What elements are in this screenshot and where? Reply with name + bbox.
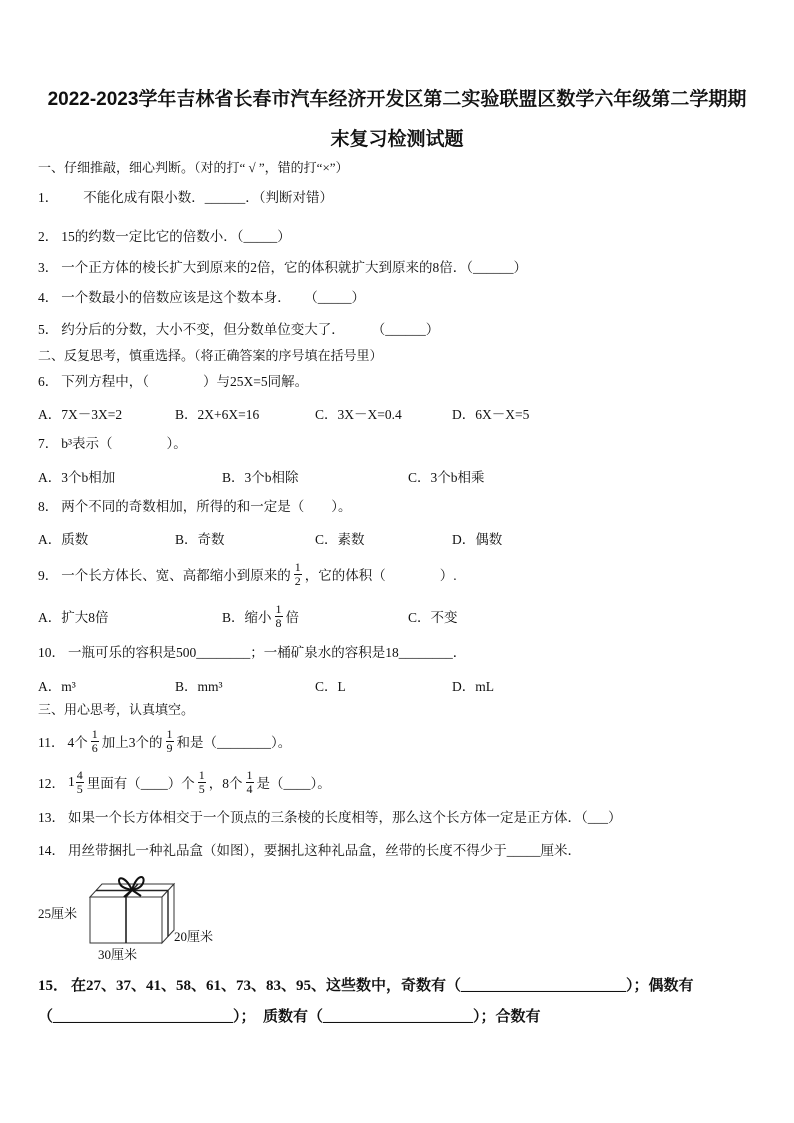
question-text-part-1: 4个 <box>67 735 88 750</box>
question-number: 12． <box>38 776 65 791</box>
option-a: A．扩大8倍 <box>38 610 109 625</box>
option-d: D．偶数 <box>452 532 503 547</box>
question-text: b³表示（ ）。 <box>61 436 187 451</box>
fraction-denominator: 5 <box>76 781 83 796</box>
question-9 <box>38 557 457 591</box>
question-text: 15的约数一定比它的倍数小．（_____） <box>61 229 291 244</box>
page-title-line-1: 2022-2023学年吉林省长春市汽车经济开发区第二实验联盟区数学六年级第二学期期 <box>47 89 747 110</box>
option-c: C．不变 <box>408 610 458 625</box>
section-1-heading: 一、仔细推敲，细心判断。（对的打“ √ ”，错的打“×”） <box>38 160 349 175</box>
option-a: A．质数 <box>38 532 89 547</box>
gift-box-figure <box>85 870 180 948</box>
question-text-after: ，它的体积（ ）. <box>304 568 457 583</box>
fraction-numerator: 1 <box>91 726 98 741</box>
fraction-denominator: 8 <box>275 615 282 630</box>
box-height-label: 25厘米 <box>38 906 78 921</box>
question-text: 不能化成有限小数．______．（判断对错） <box>83 190 333 205</box>
question-number: 3． <box>38 260 59 275</box>
option-d: D．mL <box>452 679 494 694</box>
fraction-numerator: 1 <box>166 726 173 741</box>
question-15-line-2: （________________________）； 质数有（____________________）；合数有 <box>38 1009 541 1025</box>
question-text: 两个不同的奇数相加，所得的和一定是（ ）。 <box>61 499 352 514</box>
mixed-number-whole: 1 <box>68 774 75 789</box>
question-number: 9． <box>38 568 59 583</box>
question-7 <box>38 435 187 453</box>
page-title-line-2: 末复习检测试题 <box>330 129 464 150</box>
option-b: B．奇数 <box>175 532 225 547</box>
section-2-heading: 二、反复思考，慎重选择。（将正确答案的序号填在括号里） <box>38 348 383 363</box>
question-text-part-2: 加上3个的 <box>101 735 163 750</box>
fraction-numerator: 1 <box>294 559 301 574</box>
fraction <box>246 769 254 796</box>
question-4 <box>38 289 365 307</box>
option-c: C．3个b相乘 <box>408 470 485 485</box>
question-10-options <box>0 676 794 694</box>
option-b: B．3个b相除 <box>222 470 299 485</box>
option-d: D．6X－X=5 <box>452 407 530 422</box>
fraction <box>76 769 84 796</box>
question-11 <box>38 724 291 758</box>
question-text: 一个正方体的棱长扩大到原来的2倍，它的体积就扩大到原来的8倍．（______） <box>61 260 527 275</box>
question-5 <box>38 321 439 339</box>
box-width-label: 20厘米 <box>174 929 214 944</box>
question-number: 1． <box>38 190 59 205</box>
option-b: B．mm³ <box>175 679 223 694</box>
question-6 <box>38 373 308 391</box>
question-9-options <box>0 599 794 633</box>
question-2 <box>38 228 291 246</box>
question-text: 如果一个长方体相交于一个顶点的三条棱的长度相等，那么这个长方体一定是正方体．（___） <box>68 810 622 825</box>
option-a: A．3个b相加 <box>38 470 116 485</box>
option-b-text-after: 倍 <box>285 610 300 625</box>
fraction-numerator: 1 <box>198 767 205 782</box>
question-7-options <box>0 467 794 485</box>
question-10 <box>38 644 466 662</box>
option-b-text-before: B．缩小 <box>222 610 272 625</box>
option-a: A．m³ <box>38 679 76 694</box>
question-14 <box>38 842 581 860</box>
question-number: 14． <box>38 843 65 858</box>
fraction-denominator: 6 <box>91 740 98 755</box>
question-number: 15． <box>38 978 69 994</box>
question-text-part-3: 和是（________）。 <box>176 735 292 750</box>
fraction-numerator: 1 <box>246 767 253 782</box>
question-13 <box>38 809 622 827</box>
option-c: C．素数 <box>315 532 365 547</box>
question-text-part-2: ，8个 <box>208 776 243 791</box>
option-b: B．2X+6X=16 <box>175 407 260 422</box>
question-6-options <box>0 404 794 422</box>
question-text: 一瓶可乐的容积是500________；一桶矿泉水的容积是18________． <box>68 645 467 660</box>
fraction <box>198 769 206 796</box>
question-number: 13． <box>38 810 65 825</box>
option-a: A．7X－3X=2 <box>38 407 123 422</box>
question-text-part-1: 里面有（____）个 <box>86 776 195 791</box>
fraction-numerator: 1 <box>275 601 282 616</box>
question-number: 2． <box>38 229 59 244</box>
fraction-denominator: 5 <box>198 781 205 796</box>
option-b <box>222 599 299 633</box>
question-text: 一个数最小的倍数应该是这个数本身． （_____） <box>61 290 365 305</box>
question-text-part-3: 是（____）。 <box>256 776 331 791</box>
question-text: 约分后的分数，大小不变，但分数单位变大了． （______） <box>61 322 440 337</box>
question-number: 11． <box>38 735 65 750</box>
question-text: 下列方程中，（ ）与25X=5同解。 <box>61 374 309 389</box>
question-text-before: 一个长方体长、宽、高都缩小到原来的 <box>61 568 291 583</box>
fraction <box>166 728 174 755</box>
question-8 <box>38 498 352 516</box>
question-3 <box>38 259 527 277</box>
section-3-heading: 三、用心思考，认真填空。 <box>38 702 195 717</box>
question-15-line-1 <box>38 976 694 996</box>
question-number: 10． <box>38 645 65 660</box>
question-text: 用丝带捆扎一种礼品盒（如图），要捆扎这种礼品盒，丝带的长度不得少于_____厘米． <box>68 843 581 858</box>
question-number: 5． <box>38 322 59 337</box>
fraction-denominator: 2 <box>294 573 301 588</box>
fraction-denominator: 9 <box>166 740 173 755</box>
fraction-denominator: 4 <box>246 781 253 796</box>
question-1 <box>38 189 333 207</box>
option-c: C．3X－X=0.4 <box>315 407 402 422</box>
fraction <box>91 728 99 755</box>
question-8-options <box>0 529 794 547</box>
question-number: 7． <box>38 436 59 451</box>
question-number: 8． <box>38 499 59 514</box>
option-c: C．L <box>315 679 346 694</box>
fraction <box>275 603 283 630</box>
fraction <box>294 561 302 588</box>
question-12 <box>38 765 331 799</box>
question-number: 6． <box>38 374 59 389</box>
box-length-label: 30厘米 <box>98 947 138 962</box>
question-number: 4． <box>38 290 59 305</box>
question-text: 在27、37、41、58、61、73、83、95、这些数中，奇数有（______________________）；偶数有 <box>71 978 694 994</box>
fraction-numerator: 4 <box>76 767 83 782</box>
